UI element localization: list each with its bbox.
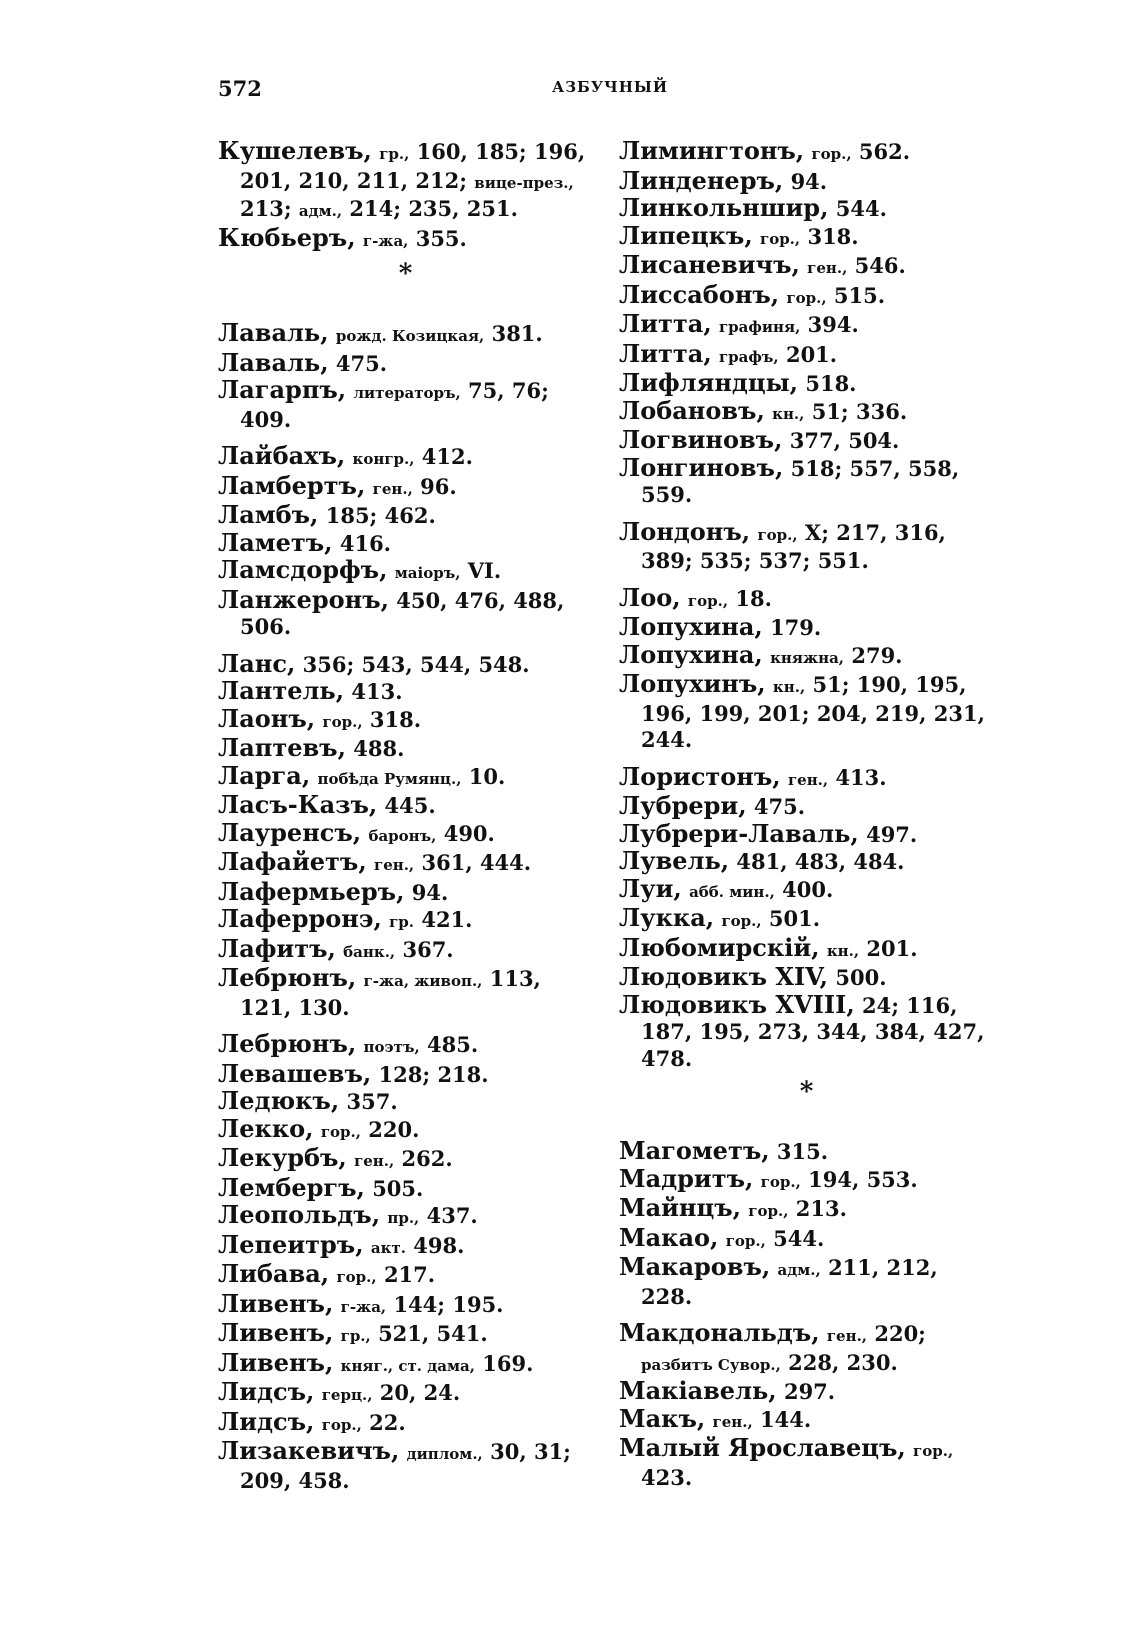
entry-note: ген.,	[807, 259, 848, 277]
entry-note: разбитъ Сувор.,	[641, 1355, 781, 1374]
entry-heading: Ларга,	[218, 760, 311, 790]
entry-note: гор.,	[748, 1202, 789, 1220]
entry-page-refs: 416.	[339, 530, 391, 556]
index-entry	[218, 347, 593, 378]
entry-heading: Лопухина,	[619, 639, 763, 669]
entry-page-refs: 220.	[368, 1116, 420, 1142]
entry-page-refs: 498.	[413, 1232, 465, 1258]
entry-heading: Либава,	[218, 1259, 330, 1288]
entry-heading: Лобановъ,	[619, 395, 765, 425]
index-entry	[619, 932, 994, 965]
entry-heading: Лаваль,	[218, 347, 329, 377]
entry-note: графиня,	[718, 318, 801, 336]
entry-heading: Ламсдорфъ,	[218, 555, 388, 584]
entry-note: гор.,	[757, 525, 798, 544]
entry-note: гор.,	[336, 1268, 377, 1286]
index-entry	[218, 965, 593, 1021]
entry-heading: Ланс,	[218, 648, 296, 678]
entry-heading: Лафермьеръ,	[218, 876, 405, 906]
entry-note: адм.,	[298, 202, 343, 220]
entry-page-refs: 562.	[858, 139, 911, 164]
entry-heading: Лагарпъ,	[218, 375, 347, 404]
entry-note: гор.,	[760, 229, 801, 248]
index-entry	[619, 311, 994, 341]
index-entry	[619, 582, 994, 615]
entry-heading: Лопухинъ,	[619, 669, 766, 698]
entry-heading: Лонгиновъ,	[619, 452, 784, 482]
index-entry	[218, 527, 593, 558]
index-entry	[218, 648, 593, 679]
index-entry	[218, 222, 593, 255]
index-entry	[218, 1320, 593, 1350]
entry-note: диплом.,	[406, 1445, 483, 1463]
index-entry	[619, 338, 994, 371]
index-entry	[218, 502, 593, 530]
entry-heading: Лайбахъ,	[218, 441, 346, 470]
index-entry	[619, 427, 994, 455]
entry-heading: Лидсъ,	[218, 1377, 315, 1406]
entry-page-refs: 475.	[753, 794, 806, 819]
entry-page-refs: 217.	[383, 1262, 436, 1287]
entry-heading: Луи,	[619, 873, 682, 903]
index-entry	[619, 516, 994, 575]
index-entry	[619, 848, 994, 876]
entry-page-refs: 485.	[427, 1032, 479, 1057]
index-entry	[218, 1202, 593, 1232]
entry-page-refs: 22.	[369, 1409, 406, 1435]
entry-page-refs: 262.	[401, 1146, 453, 1171]
entry-heading: Кушелевъ,	[218, 136, 372, 165]
entry-heading: Лебрюнъ,	[218, 963, 357, 992]
index-entry	[218, 1229, 593, 1262]
entry-page-refs: 412.	[421, 444, 473, 469]
index-entry	[619, 873, 994, 906]
index-entry	[218, 443, 593, 473]
entry-heading: Ливенъ,	[218, 1288, 334, 1318]
entry-page-refs: 355.	[415, 225, 467, 251]
entry-page-refs: 544.	[773, 1225, 825, 1251]
entry-heading: Ламбертъ,	[218, 470, 366, 500]
entry-note: гор.,	[687, 591, 729, 610]
entry-note: акт.	[370, 1238, 406, 1257]
entry-page-refs: 144.	[760, 1406, 812, 1432]
entry-note: абб. мин.,	[689, 882, 775, 901]
entry-note: гор.,	[725, 1231, 766, 1250]
entry-note: рожд. Козицкая,	[335, 327, 485, 345]
entry-page-refs: 544.	[835, 196, 887, 221]
entry-heading: Лантель,	[218, 676, 345, 705]
index-entry	[218, 1058, 593, 1089]
entry-page-refs: 201.	[866, 935, 918, 961]
entry-page-refs: 400.	[782, 876, 834, 902]
entry-page-refs: 94.	[411, 879, 449, 905]
entry-heading: Лифляндцы,	[619, 368, 799, 397]
entry-heading: Лебрюнъ,	[218, 1029, 357, 1058]
entry-heading: Литта,	[619, 338, 712, 368]
entry-note: кн.,	[772, 678, 806, 696]
entry-page-refs: 213;	[240, 196, 292, 221]
entry-page-refs: 20, 24.	[379, 1380, 461, 1405]
entry-page-refs: 423.	[641, 1464, 693, 1490]
index-entry	[218, 1261, 593, 1291]
index-entry	[619, 905, 994, 935]
index-entry	[619, 370, 994, 398]
entry-heading: Малый Ярославецъ,	[619, 1433, 906, 1462]
entry-note: ген.,	[826, 1327, 868, 1345]
index-column-left	[218, 138, 593, 1494]
entry-heading: Лукка,	[619, 903, 715, 932]
entry-page-refs: 437.	[426, 1203, 478, 1228]
index-entry	[218, 377, 593, 433]
entry-heading: Ласъ-Казъ,	[218, 790, 378, 819]
entry-heading: Ланжеронъ,	[218, 584, 389, 614]
entry-page-refs: 413.	[351, 679, 403, 704]
index-entry	[218, 1288, 593, 1321]
entry-page-refs: 30, 31; 209, 458.	[240, 1439, 571, 1493]
entry-heading: Лепеитръ,	[218, 1229, 364, 1259]
entry-heading: Ливенъ,	[218, 1347, 334, 1377]
entry-note: литераторъ,	[353, 384, 461, 402]
entry-heading: Лувель,	[619, 846, 730, 875]
entry-page-refs: 515.	[833, 282, 886, 308]
entry-heading: Лиссабонъ,	[619, 279, 780, 309]
entry-heading: Лоо,	[619, 582, 681, 612]
index-entry	[218, 584, 593, 641]
entry-note: кн.,	[772, 404, 805, 423]
index-entry	[619, 761, 994, 794]
entry-note: г-жа,	[340, 1297, 387, 1316]
index-entry	[218, 1113, 593, 1146]
entry-page-refs: VI.	[467, 558, 502, 583]
entry-heading: Майнцъ,	[619, 1193, 741, 1222]
entry-page-refs: 160, 185; 196, 201, 210, 211, 212;	[240, 139, 586, 193]
entry-heading: Логвиновъ,	[619, 425, 783, 454]
index-entry	[619, 1320, 994, 1378]
entry-page-refs: 214; 235, 251.	[349, 196, 518, 221]
index-entry	[218, 1379, 593, 1409]
index-entry	[218, 557, 593, 587]
entry-heading: Лизакевичъ,	[218, 1436, 400, 1465]
entry-heading: Лимингтонъ,	[619, 136, 805, 165]
index-entry	[619, 1163, 994, 1196]
index-entry	[218, 678, 593, 706]
entry-heading: Липецкъ,	[619, 220, 753, 250]
entry-heading: Ливенъ,	[218, 1318, 334, 1347]
entry-note: гор.,	[760, 1172, 801, 1191]
index-entry	[619, 195, 994, 223]
index-entry	[619, 1403, 994, 1436]
entry-heading: Ламбъ,	[218, 500, 319, 529]
entry-note: гор.,	[322, 712, 363, 731]
index-entry	[619, 279, 994, 312]
entry-note: гор.,	[321, 1415, 362, 1434]
index-entry	[218, 1438, 593, 1494]
entry-page-refs: 211, 212, 228.	[641, 1255, 938, 1309]
entry-note: герц.,	[321, 1386, 373, 1404]
entry-heading: Лубрери-Лаваль,	[619, 818, 859, 848]
entry-heading: Лисаневичъ,	[619, 250, 800, 279]
entry-page-refs: 201.	[785, 341, 838, 367]
entry-page-refs: 113, 121, 130.	[240, 966, 541, 1020]
entry-heading: Лондонъ,	[619, 516, 751, 546]
entry-page-refs: 315.	[776, 1139, 829, 1164]
entry-heading: Лекурбъ,	[218, 1143, 347, 1172]
index-entry	[218, 1172, 593, 1203]
index-entry	[619, 614, 994, 642]
entry-note: гор.,	[721, 912, 762, 930]
entry-page-refs: 481, 483, 484.	[736, 849, 905, 874]
entry-page-refs: 10.	[468, 763, 506, 789]
index-entry	[218, 1145, 593, 1175]
entry-page-refs: 51; 336.	[811, 398, 908, 424]
entry-page-refs: 500.	[835, 965, 887, 990]
entry-page-refs: 488.	[353, 736, 405, 761]
entry-page-refs: 413.	[835, 764, 887, 790]
index-entry	[619, 1254, 994, 1310]
entry-heading: Мадритъ,	[619, 1163, 754, 1193]
entry-page-refs: 450, 476, 488, 506.	[240, 587, 565, 639]
entry-page-refs: 356; 543, 544, 548.	[302, 651, 530, 677]
index-entry	[218, 320, 593, 350]
index-entry	[619, 818, 994, 849]
entry-note: ген.,	[372, 479, 413, 498]
entry-heading: Литта,	[619, 309, 712, 338]
index-entry	[619, 395, 994, 428]
index-entry	[619, 1435, 994, 1491]
entry-note: ген.,	[374, 856, 415, 874]
entry-note: ген.,	[712, 1412, 753, 1431]
entry-note: г-жа,	[362, 231, 409, 250]
entry-heading: Любомирскій,	[619, 932, 820, 962]
index-column-right	[619, 138, 994, 1491]
entry-heading: Лубрери,	[619, 791, 747, 820]
entry-page-refs: 220;	[874, 1321, 926, 1346]
entry-page-refs: 96.	[420, 473, 457, 499]
entry-page-refs: 445.	[384, 793, 436, 818]
entry-heading: Магометъ,	[619, 1136, 770, 1165]
entry-page-refs: 394.	[807, 312, 859, 337]
entry-heading: Макъ,	[619, 1403, 706, 1433]
index-entry	[619, 1195, 994, 1225]
entry-page-refs: X; 217, 316, 389; 535; 537; 551.	[641, 519, 946, 573]
entry-heading: Людовикъ XVIII,	[619, 989, 855, 1019]
entry-note: адм.,	[777, 1261, 821, 1279]
index-entry	[619, 452, 994, 509]
entry-heading: Лаонъ,	[218, 703, 316, 733]
index-entry	[218, 703, 593, 736]
index-entry	[619, 1378, 994, 1406]
entry-heading: Макіавель,	[619, 1376, 777, 1405]
entry-heading: Макдональдъ,	[619, 1318, 820, 1347]
entry-note: баронъ,	[368, 826, 437, 845]
entry-note: княжна,	[770, 648, 845, 667]
index-entry	[619, 165, 994, 196]
entry-heading: Лембергъ,	[218, 1172, 365, 1202]
entry-page-refs: 318.	[807, 223, 859, 249]
entry-note: гор.,	[320, 1122, 361, 1141]
entry-heading: Лекко,	[218, 1113, 314, 1143]
entry-heading: Макаровъ,	[619, 1252, 771, 1281]
index-entry	[218, 876, 593, 907]
entry-page-refs: 381.	[491, 321, 543, 346]
entry-note: гр.,	[379, 145, 410, 163]
entry-note: кн.,	[826, 941, 860, 960]
entry-page-refs: 144; 195.	[393, 1291, 504, 1317]
index-entry	[619, 1138, 994, 1166]
entry-page-refs: 367.	[402, 936, 454, 962]
entry-heading: Лаваль,	[218, 318, 329, 347]
entry-heading: Лопухина,	[619, 612, 763, 641]
entry-note: побѣда Румянц.,	[317, 769, 462, 788]
entry-page-refs: 51; 190, 195, 196, 199, 201; 204, 219, 231, 244.	[641, 672, 985, 752]
entry-heading: Лористонъ,	[619, 761, 781, 791]
entry-page-refs: 505.	[372, 1175, 424, 1201]
entry-page-refs: 490.	[443, 820, 495, 846]
entry-page-refs: 94.	[790, 168, 828, 194]
entry-page-refs: 475.	[335, 350, 388, 376]
entry-note: г-жа, живоп.,	[363, 972, 483, 990]
entry-page-refs: 297.	[783, 1379, 836, 1404]
entry-note: конгр.,	[352, 450, 415, 468]
entry-heading: Лафайетъ,	[218, 847, 367, 876]
entry-heading: Макао,	[619, 1222, 719, 1252]
index-entry	[218, 792, 593, 820]
entry-page-refs: 194, 553.	[808, 1166, 918, 1192]
entry-note: гр.,	[340, 1327, 371, 1345]
entry-note: банк.,	[343, 942, 396, 961]
entry-page-refs: 18.	[735, 585, 772, 611]
entry-heading: Левашевъ,	[218, 1058, 372, 1088]
entry-heading: Лидсъ,	[218, 1406, 315, 1436]
index-entry	[218, 1088, 593, 1116]
entry-heading: Ламетъ,	[218, 527, 333, 557]
entry-heading: Лаптевъ,	[218, 733, 346, 762]
index-entry	[619, 964, 994, 992]
entry-note: поэтъ,	[363, 1038, 420, 1056]
entry-page-refs: 377, 504.	[789, 428, 900, 453]
entry-note: гор.,	[913, 1442, 954, 1460]
entry-page-refs: 361, 444.	[421, 850, 532, 875]
entry-heading: Линкольншир,	[619, 193, 829, 222]
entry-heading: Людовикъ XIV,	[619, 962, 829, 991]
index-entry	[619, 220, 994, 253]
entry-heading: Леопольдъ,	[218, 1200, 381, 1229]
index-entry	[218, 933, 593, 966]
index-entry	[619, 252, 994, 282]
entry-page-refs: 521, 541.	[378, 1321, 488, 1346]
index-entry	[619, 1222, 994, 1255]
entry-note: маіоръ,	[394, 564, 461, 582]
entry-note: ген.,	[787, 770, 829, 789]
entry-page-refs: 421.	[421, 907, 473, 932]
index-entry	[218, 817, 593, 850]
section-separator: *	[398, 259, 413, 289]
entry-page-refs: 228, 230.	[788, 1349, 898, 1375]
entry-heading: Лауренсъ,	[218, 817, 362, 847]
running-head: АЗБУЧНЫЙ	[552, 78, 669, 96]
index-entry	[218, 1347, 593, 1380]
entry-page-refs: 546.	[854, 253, 906, 278]
entry-note: вице-през.,	[474, 173, 574, 192]
entry-note: пр.,	[387, 1209, 420, 1227]
entry-page-refs: 279.	[851, 642, 903, 668]
entry-page-refs: 185; 462.	[325, 503, 436, 528]
entry-heading: Кюбьеръ,	[218, 222, 356, 252]
index-entry	[619, 989, 994, 1073]
entry-heading: Ледюкъ,	[218, 1086, 340, 1115]
entry-page-refs: 518.	[805, 371, 857, 396]
index-entry	[619, 793, 994, 821]
index-entry	[218, 470, 593, 503]
entry-note: ген.,	[354, 1152, 395, 1170]
index-entry	[218, 760, 593, 793]
entry-heading: Лаферронэ,	[218, 904, 382, 933]
index-entry	[218, 1031, 593, 1061]
entry-page-refs: 24; 116, 187, 195, 273, 344, 384, 427, 478.	[641, 992, 985, 1071]
entry-page-refs: 318.	[369, 706, 422, 732]
section-separator: *	[799, 1077, 814, 1107]
entry-page-refs: 213.	[795, 1196, 847, 1221]
entry-note: гор.,	[786, 288, 827, 307]
index-entry	[619, 639, 994, 672]
page-number: 572	[218, 76, 262, 101]
entry-page-refs: 75, 76; 409.	[240, 378, 549, 432]
entry-page-refs: 179.	[770, 615, 822, 640]
entry-note: гор.,	[811, 145, 852, 163]
entry-heading: Лафитъ,	[218, 933, 336, 963]
index-entry	[218, 138, 593, 225]
entry-page-refs: 518; 557, 558, 559.	[641, 455, 960, 507]
index-entry	[218, 735, 593, 763]
entry-note: гр.	[389, 913, 415, 931]
entry-page-refs: 357.	[346, 1089, 398, 1114]
entry-page-refs: 501.	[768, 906, 821, 931]
entry-note: графъ,	[718, 347, 779, 366]
entry-page-refs: 497.	[866, 821, 918, 847]
index-entry	[218, 1406, 593, 1439]
index-entry	[218, 849, 593, 879]
index-entry	[619, 138, 994, 168]
entry-heading: Линденеръ,	[619, 165, 784, 195]
index-entry	[619, 671, 994, 754]
index-entry	[218, 906, 593, 936]
entry-page-refs: 169.	[482, 1350, 534, 1376]
entry-page-refs: 128; 218.	[378, 1061, 489, 1087]
entry-note: княг., ст. дама,	[340, 1356, 475, 1375]
